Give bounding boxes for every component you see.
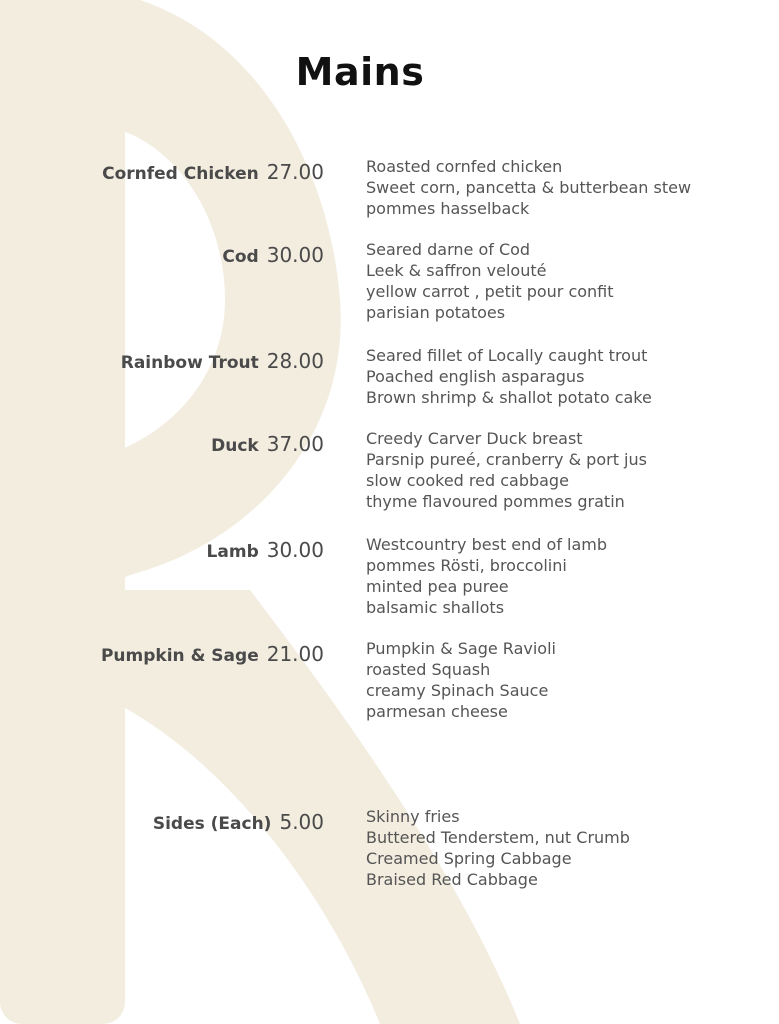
description-line: Creamed Spring Cabbage — [366, 849, 572, 868]
menu-item-description — [366, 239, 766, 323]
menu-item-price: 37.00 — [266, 432, 324, 456]
menu-item-heading — [153, 810, 324, 834]
description-line: Buttered Tenderstem, nut Crumb — [366, 828, 630, 847]
menu-item-heading — [121, 349, 324, 373]
description-line: Westcountry best end of lamb — [366, 535, 608, 554]
description-line: roasted Squash — [366, 660, 491, 679]
menu-item-heading — [211, 432, 324, 456]
menu-item-description — [366, 428, 766, 512]
description-line: Seared darne of Cod — [366, 240, 531, 259]
menu-item-description — [366, 638, 766, 722]
description-line: balsamic shallots — [366, 598, 505, 617]
description-line: yellow carrot , petit pour confit — [366, 282, 614, 301]
menu-item-heading — [207, 538, 324, 562]
description-line: minted pea puree — [366, 577, 509, 596]
menu-item-name: Cornfed Chicken — [102, 164, 259, 184]
menu-item-description — [366, 806, 766, 890]
menu-item-price: 28.00 — [266, 349, 324, 373]
menu-item-price: 27.00 — [266, 160, 324, 184]
description-line: Braised Red Cabbage — [366, 870, 538, 889]
description-line: pommes hasselback — [366, 199, 530, 218]
menu-item-description — [366, 156, 766, 219]
menu-item-name: Rainbow Trout — [120, 353, 259, 373]
description-line: Poached english asparagus — [366, 367, 585, 386]
description-line: thyme flavoured pommes gratin — [366, 492, 625, 511]
description-line: Creedy Carver Duck breast — [366, 429, 583, 448]
description-line: Seared fillet of Locally caught trout — [366, 346, 648, 365]
description-line: Brown shrimp & shallot potato cake — [366, 388, 652, 407]
description-line: Pumpkin & Sage Ravioli — [366, 639, 556, 658]
menu-item-heading — [222, 243, 324, 267]
description-line: Parsnip pureé, cranberry & port jus — [366, 450, 647, 469]
description-line: pommes Rösti, broccolini — [366, 556, 567, 575]
menu-item-heading — [102, 160, 324, 184]
menu-item-name: Sides (Each) — [152, 814, 272, 834]
menu-item-price: 30.00 — [266, 538, 324, 562]
page-title: Mains — [295, 50, 425, 94]
menu-item-price: 21.00 — [266, 642, 324, 666]
description-line: parmesan cheese — [366, 702, 508, 721]
menu-item-price: 5.00 — [279, 810, 324, 834]
menu-item-price: 30.00 — [266, 243, 324, 267]
menu-item-heading — [101, 642, 324, 666]
menu-item-description — [366, 534, 766, 618]
description-line: parisian potatoes — [366, 303, 506, 322]
description-line: Leek & saffron velouté — [366, 261, 547, 280]
menu-item-name: Pumpkin & Sage — [100, 646, 259, 666]
menu-item-name: Cod — [222, 247, 259, 267]
menu-item-name: Lamb — [206, 542, 259, 562]
description-line: Sweet corn, pancetta & butterbean stew — [366, 178, 692, 197]
description-line: slow cooked red cabbage — [366, 471, 569, 490]
menu-item-name: Duck — [211, 436, 259, 456]
description-line: Skinny fries — [366, 807, 460, 826]
description-line: creamy Spinach Sauce — [366, 681, 549, 700]
menu-item-description — [366, 345, 766, 408]
description-line: Roasted cornfed chicken — [366, 157, 563, 176]
